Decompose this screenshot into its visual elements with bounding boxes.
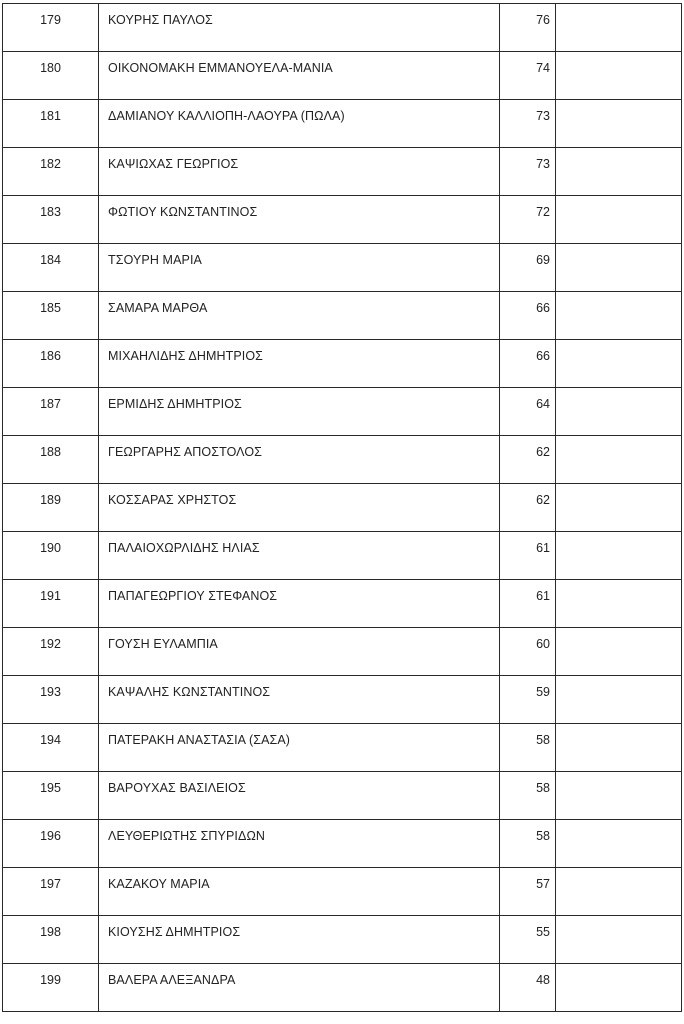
name-cell [99, 52, 500, 100]
rank-cell [3, 52, 99, 100]
empty-cell-text [556, 532, 681, 541]
name-cell-text: ΒΑΡΟΥΧΑΣ ΒΑΣΙΛΕΙΟΣ [108, 781, 246, 795]
empty-cell-text [556, 964, 681, 973]
empty-cell [556, 100, 682, 148]
name-cell [99, 820, 500, 868]
empty-cell [556, 820, 682, 868]
empty-cell-text [556, 436, 681, 445]
score-cell [500, 820, 556, 868]
name-cell [99, 100, 500, 148]
score-cell-text: 64 [536, 397, 550, 411]
rank-cell [3, 676, 99, 724]
rank-cell-text: 189 [40, 493, 61, 507]
empty-cell [556, 868, 682, 916]
name-cell [99, 148, 500, 196]
name-cell [99, 628, 500, 676]
results-table [2, 3, 682, 1012]
name-cell-text: ΚΟΥΡΗΣ ΠΑΥΛΟΣ [108, 13, 213, 27]
score-cell [500, 484, 556, 532]
empty-cell-text [556, 196, 681, 205]
rank-cell [3, 916, 99, 964]
rank-cell-text: 184 [40, 253, 61, 267]
score-cell [500, 628, 556, 676]
name-cell-text: ΦΩΤΙΟΥ ΚΩΝΣΤΑΝΤΙΝΟΣ [108, 205, 258, 219]
empty-cell [556, 340, 682, 388]
table-row [3, 628, 682, 676]
name-cell [99, 484, 500, 532]
empty-cell-text [556, 916, 681, 925]
empty-cell-text [556, 484, 681, 493]
empty-cell-text [556, 148, 681, 157]
table-row [3, 580, 682, 628]
score-cell-text: 48 [536, 973, 550, 987]
table-row [3, 676, 682, 724]
score-cell-text: 58 [536, 829, 550, 843]
empty-cell-text [556, 340, 681, 349]
name-cell-text: ΚΑΨΙΩΧΑΣ ΓΕΩΡΓΙΟΣ [108, 157, 239, 171]
score-cell-text: 55 [536, 925, 550, 939]
name-cell [99, 292, 500, 340]
score-cell [500, 196, 556, 244]
score-cell [500, 436, 556, 484]
table-row [3, 532, 682, 580]
empty-cell-text [556, 820, 681, 829]
rank-cell [3, 724, 99, 772]
name-cell [99, 724, 500, 772]
table-row [3, 724, 682, 772]
score-cell [500, 244, 556, 292]
name-cell-text: ΔΑΜΙΑΝΟΥ ΚΑΛΛΙΟΠΗ-ΛΑΟΥΡΑ (ΠΩΛΑ) [108, 109, 345, 123]
name-cell-text: ΓΕΩΡΓΑΡΗΣ ΑΠΟΣΤΟΛΟΣ [108, 445, 263, 459]
score-cell-text: 58 [536, 733, 550, 747]
table-row [3, 820, 682, 868]
score-cell-text: 60 [536, 637, 550, 651]
name-cell [99, 4, 500, 52]
table-row [3, 436, 682, 484]
empty-cell-text [556, 100, 681, 109]
rank-cell-text: 179 [40, 13, 61, 27]
score-cell-text: 74 [536, 61, 550, 75]
score-cell-text: 58 [536, 781, 550, 795]
empty-cell [556, 628, 682, 676]
empty-cell [556, 148, 682, 196]
score-cell [500, 292, 556, 340]
rank-cell [3, 484, 99, 532]
score-cell-text: 73 [536, 109, 550, 123]
rank-cell-text: 199 [40, 973, 61, 987]
rank-cell [3, 628, 99, 676]
empty-cell-text [556, 4, 681, 13]
rank-cell [3, 868, 99, 916]
rank-cell-text: 197 [40, 877, 61, 891]
table-row [3, 52, 682, 100]
score-cell-text: 57 [536, 877, 550, 891]
table-row [3, 484, 682, 532]
score-cell [500, 532, 556, 580]
name-cell [99, 964, 500, 1012]
empty-cell-text [556, 388, 681, 397]
rank-cell [3, 292, 99, 340]
rank-cell-text: 180 [40, 61, 61, 75]
rank-cell-text: 190 [40, 541, 61, 555]
name-cell-text: ΚΙΟΥΣΗΣ ΔΗΜΗΤΡΙΟΣ [108, 925, 241, 939]
empty-cell-text [556, 628, 681, 637]
empty-cell [556, 772, 682, 820]
empty-cell-text [556, 676, 681, 685]
empty-cell [556, 916, 682, 964]
rank-cell-text: 193 [40, 685, 61, 699]
rank-cell [3, 436, 99, 484]
table-row [3, 196, 682, 244]
table-row [3, 868, 682, 916]
score-cell [500, 388, 556, 436]
rank-cell [3, 772, 99, 820]
rank-cell-text: 181 [40, 109, 61, 123]
score-cell [500, 676, 556, 724]
name-cell-text: ΚΟΣΣΑΡΑΣ ΧΡΗΣΤΟΣ [108, 493, 237, 507]
name-cell [99, 676, 500, 724]
table-row [3, 388, 682, 436]
name-cell [99, 916, 500, 964]
results-table-body [3, 4, 682, 1012]
name-cell-text: ΠΑΤΕΡΑΚΗ ΑΝΑΣΤΑΣΙΑ (ΣΑΣΑ) [108, 733, 291, 747]
empty-cell-text [556, 580, 681, 589]
name-cell [99, 340, 500, 388]
name-cell-text: ΓΟΥΣΗ ΕΥΛΑΜΠΙΑ [108, 637, 218, 651]
name-cell-text: ΛΕΥΘΕΡΙΩΤΗΣ ΣΠΥΡΙΔΩΝ [108, 829, 266, 843]
empty-cell [556, 436, 682, 484]
rank-cell [3, 532, 99, 580]
empty-cell [556, 724, 682, 772]
rank-cell [3, 820, 99, 868]
score-cell-text: 66 [536, 349, 550, 363]
empty-cell-text [556, 868, 681, 877]
empty-cell [556, 292, 682, 340]
rank-cell-text: 183 [40, 205, 61, 219]
score-cell-text: 66 [536, 301, 550, 315]
score-cell-text: 73 [536, 157, 550, 171]
score-cell [500, 340, 556, 388]
score-cell [500, 868, 556, 916]
rank-cell [3, 100, 99, 148]
table-row [3, 916, 682, 964]
rank-cell [3, 964, 99, 1012]
table-row [3, 772, 682, 820]
name-cell-text: ΤΣΟΥΡΗ ΜΑΡΙΑ [108, 253, 202, 267]
score-cell [500, 148, 556, 196]
score-cell [500, 4, 556, 52]
score-cell-text: 72 [536, 205, 550, 219]
name-cell [99, 772, 500, 820]
empty-cell [556, 388, 682, 436]
score-cell-text: 59 [536, 685, 550, 699]
table-row [3, 148, 682, 196]
score-cell-text: 69 [536, 253, 550, 267]
rank-cell-text: 185 [40, 301, 61, 315]
rank-cell [3, 388, 99, 436]
score-cell [500, 916, 556, 964]
name-cell [99, 580, 500, 628]
rank-cell-text: 192 [40, 637, 61, 651]
name-cell-text: ΕΡΜΙΔΗΣ ΔΗΜΗΤΡΙΟΣ [108, 397, 242, 411]
table-row [3, 340, 682, 388]
empty-cell-text [556, 244, 681, 253]
empty-cell [556, 532, 682, 580]
table-row [3, 100, 682, 148]
empty-cell [556, 244, 682, 292]
score-cell [500, 52, 556, 100]
score-cell [500, 100, 556, 148]
score-cell [500, 724, 556, 772]
empty-cell [556, 196, 682, 244]
name-cell [99, 436, 500, 484]
name-cell [99, 196, 500, 244]
rank-cell-text: 198 [40, 925, 61, 939]
rank-cell [3, 580, 99, 628]
name-cell-text: ΜΙΧΑΗΛΙΔΗΣ ΔΗΜΗΤΡΙΟΣ [108, 349, 264, 363]
rank-cell-text: 191 [40, 589, 61, 603]
score-cell [500, 580, 556, 628]
rank-cell-text: 194 [40, 733, 61, 747]
empty-cell [556, 964, 682, 1012]
name-cell [99, 868, 500, 916]
empty-cell-text [556, 292, 681, 301]
empty-cell [556, 4, 682, 52]
table-row [3, 244, 682, 292]
score-cell-text: 61 [536, 541, 550, 555]
table-row [3, 964, 682, 1012]
table-row [3, 292, 682, 340]
name-cell-text: ΚΑΨΑΛΗΣ ΚΩΝΣΤΑΝΤΙΝΟΣ [108, 685, 271, 699]
name-cell-text: ΠΑΛΑΙΟΧΩΡΛΙΔΗΣ ΗΛΙΑΣ [108, 541, 260, 555]
score-cell [500, 964, 556, 1012]
name-cell [99, 244, 500, 292]
table-row [3, 4, 682, 52]
rank-cell-text: 187 [40, 397, 61, 411]
empty-cell [556, 484, 682, 532]
empty-cell-text [556, 724, 681, 733]
rank-cell [3, 340, 99, 388]
empty-cell-text [556, 772, 681, 781]
empty-cell [556, 52, 682, 100]
score-cell-text: 61 [536, 589, 550, 603]
rank-cell-text: 196 [40, 829, 61, 843]
name-cell [99, 532, 500, 580]
empty-cell-text [556, 52, 681, 61]
name-cell-text: ΠΑΠΑΓΕΩΡΓΙΟΥ ΣΤΕΦΑΝΟΣ [108, 589, 278, 603]
name-cell-text: ΣΑΜΑΡΑ ΜΑΡΘΑ [108, 301, 208, 315]
rank-cell [3, 244, 99, 292]
rank-cell [3, 196, 99, 244]
name-cell-text: ΚΑΖΑΚΟΥ ΜΑΡΙΑ [108, 877, 210, 891]
score-cell [500, 772, 556, 820]
rank-cell [3, 4, 99, 52]
rank-cell-text: 186 [40, 349, 61, 363]
empty-cell [556, 676, 682, 724]
empty-cell [556, 580, 682, 628]
score-cell-text: 62 [536, 493, 550, 507]
name-cell-text: ΟΙΚΟΝΟΜΑΚΗ ΕΜΜΑΝΟΥΕΛΑ-ΜΑΝΙΑ [108, 61, 333, 75]
rank-cell-text: 182 [40, 157, 61, 171]
rank-cell [3, 148, 99, 196]
name-cell-text: ΒΑΛΕΡΑ ΑΛΕΞΑΝΔΡΑ [108, 973, 236, 987]
rank-cell-text: 188 [40, 445, 61, 459]
name-cell [99, 388, 500, 436]
rank-cell-text: 195 [40, 781, 61, 795]
score-cell-text: 76 [536, 13, 550, 27]
score-cell-text: 62 [536, 445, 550, 459]
